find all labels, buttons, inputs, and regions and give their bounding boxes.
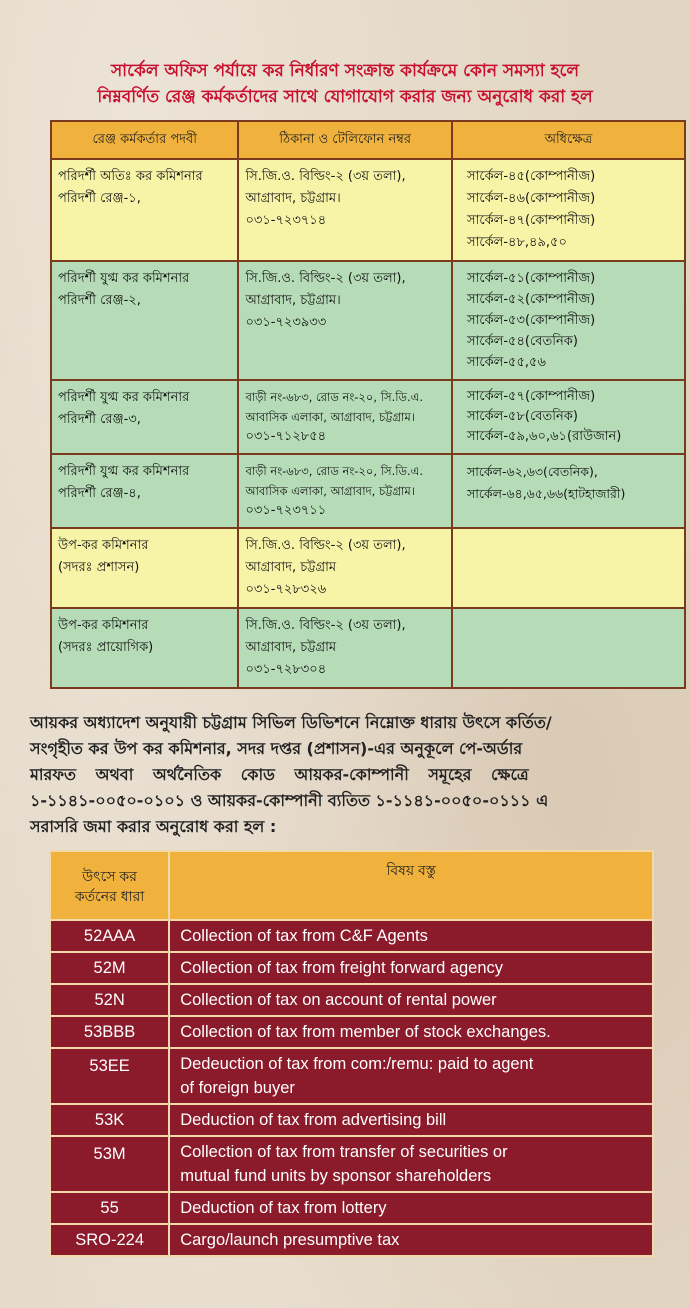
header-section-line: কর্তনের ধারা xyxy=(74,887,145,904)
jurisdiction-line: সার্কেল-৫২(কোম্পানীজ) xyxy=(467,292,596,307)
description-line: Deduction of tax from advertising bill xyxy=(180,1111,447,1129)
section-description xyxy=(169,984,653,1016)
address-line: আগ্রাবাদ, চট্টগ্রাম। xyxy=(245,293,341,308)
table-row xyxy=(50,952,653,984)
description-line: Cargo/launch presumptive tax xyxy=(180,1231,400,1249)
jurisdiction-cell xyxy=(452,159,685,261)
section-description xyxy=(169,1104,653,1136)
designation-line: (সদরঃ প্রশাসন) xyxy=(58,560,140,575)
header-designation: রেঞ্জ কর্মকর্তার পদবী xyxy=(51,121,238,159)
page-heading xyxy=(20,58,670,110)
description-line: Collection of tax on account of rental power xyxy=(180,991,497,1009)
jurisdiction-line: সার্কেল-৪৭(কোম্পানীজ) xyxy=(467,213,596,228)
jurisdiction-line: সার্কেল-৫৫,৫৬ xyxy=(467,355,546,370)
phone-number: ০৩১-৭২৩৯৩৩ xyxy=(245,315,327,330)
heading-line-1: সার্কেল অফিস পর্যায়ে কর নির্ধারণ সংক্রান্ত কার্যক্রমে কোন সমস্যা হলে xyxy=(110,61,580,81)
address-cell xyxy=(238,454,452,528)
section-description xyxy=(169,1136,653,1192)
table-row xyxy=(51,528,685,608)
designation-line: পরিদর্শী রেঞ্জ-৪, xyxy=(58,486,141,501)
header-section xyxy=(50,851,169,920)
sections-table-header xyxy=(50,851,653,920)
header-section-line: উৎসে কর xyxy=(82,867,137,884)
designation-cell xyxy=(51,608,238,688)
instruction-paragraph xyxy=(30,710,670,840)
address-line: সি.জি.ও. বিল্ডিং-২ (৩য় তলা), xyxy=(245,618,406,633)
header-address: ঠিকানা ও টেলিফোন নম্বর xyxy=(238,121,452,159)
jurisdiction-line: সার্কেল-৪৮,৪৯,৫০ xyxy=(467,235,567,250)
table-row xyxy=(51,608,685,688)
section-description xyxy=(169,1016,653,1048)
address-cell xyxy=(238,261,452,380)
designation-cell xyxy=(51,159,238,261)
section-code: 53K xyxy=(50,1104,169,1136)
section-description xyxy=(169,1224,653,1256)
address-line: সি.জি.ও. বিল্ডিং-২ (৩য় তলা), xyxy=(245,169,406,184)
table-row xyxy=(51,380,685,454)
range-officers-table xyxy=(50,120,686,689)
heading-line-2: নিম্নবর্ণিত রেঞ্জ কর্মকর্তাদের সাথে যোগাযোগ করার জন্য অনুরোধ করা হল xyxy=(97,87,593,107)
designation-line: পরিদর্শী অতিঃ কর কমিশনার xyxy=(58,169,203,184)
table-row xyxy=(51,159,685,261)
section-code: 53EE xyxy=(50,1048,169,1104)
section-code: 53M xyxy=(50,1136,169,1192)
header-subject: বিষয় বস্তু xyxy=(169,851,653,920)
designation-cell xyxy=(51,454,238,528)
section-code: 55 xyxy=(50,1192,169,1224)
section-code: 53BBB xyxy=(50,1016,169,1048)
designation-line: পরিদর্শী রেঞ্জ-২, xyxy=(58,293,141,308)
designation-cell xyxy=(51,261,238,380)
address-line: বাড়ী নং-৬৮৩, রোড নং-২০, সি.ডি.এ. xyxy=(245,464,424,478)
address-line: সি.জি.ও. বিল্ডিং-২ (৩য় তলা), xyxy=(245,271,406,286)
designation-line: পরিদর্শী যুগ্ম কর কমিশনার xyxy=(58,390,190,405)
address-cell xyxy=(238,528,452,608)
paragraph-line: আয়কর অধ্যাদেশ অনুযায়ী চট্টগ্রাম সিভিল ডিভিশনে নিম্নোক্ত ধারায় উৎসে কর্তিত/ xyxy=(30,713,552,732)
description-line: Collection of tax from transfer of securities or xyxy=(180,1143,508,1161)
jurisdiction-line: সার্কেল-৫৪(বেতনিক) xyxy=(467,334,578,349)
jurisdiction-cell xyxy=(452,261,685,380)
description-line: Collection of tax from member of stock exchanges. xyxy=(180,1023,551,1041)
table-row xyxy=(50,1192,653,1224)
description-line: Collection of tax from freight forward agency xyxy=(180,959,504,977)
tax-sections-table xyxy=(49,850,654,1257)
table-row xyxy=(51,261,685,380)
jurisdiction-cell xyxy=(452,454,685,528)
designation-line: উপ-কর কমিশনার xyxy=(58,618,149,633)
table-row xyxy=(51,454,685,528)
range-table-header xyxy=(51,121,685,159)
address-line: সি.জি.ও. বিল্ডিং-২ (৩য় তলা), xyxy=(245,538,406,553)
paragraph-line: সংগৃহীত কর উপ কর কমিশনার, সদর দপ্তর (প্রশাসন)-এর অনুকূলে পে-অর্ডার xyxy=(30,739,523,758)
phone-number: ০৩১-৭২৩৭১৪ xyxy=(245,213,327,228)
description-line: Deduction of tax from lottery xyxy=(180,1199,387,1217)
jurisdiction-line: সার্কেল-৫৮(বেতনিক) xyxy=(467,409,578,424)
table-row xyxy=(50,1016,653,1048)
section-code: 52M xyxy=(50,952,169,984)
table-row xyxy=(50,984,653,1016)
designation-line: (সদরঃ প্রায়োগিক) xyxy=(58,640,154,655)
address-line: আগ্রাবাদ, চট্টগ্রাম xyxy=(245,560,337,575)
designation-line: পরিদর্শী যুগ্ম কর কমিশনার xyxy=(58,271,190,286)
jurisdiction-line: সার্কেল-৬২,৬৩(বেতনিক), xyxy=(467,464,598,479)
header-jurisdiction: অধিক্ষেত্র xyxy=(452,121,685,159)
address-cell xyxy=(238,608,452,688)
description-line: Collection of tax from C&F Agents xyxy=(180,927,428,945)
section-code: SRO-224 xyxy=(50,1224,169,1256)
phone-number: ০৩১-৭২৮৩০৪ xyxy=(245,662,327,677)
designation-line: পরিদর্শী যুগ্ম কর কমিশনার xyxy=(58,464,190,479)
section-code: 52AAA xyxy=(50,920,169,952)
section-description xyxy=(169,920,653,952)
section-code: 52N xyxy=(50,984,169,1016)
section-description xyxy=(169,1048,653,1104)
jurisdiction-line: সার্কেল-৫৭(কোম্পানীজ) xyxy=(467,389,596,404)
address-line: আবাসিক এলাকা, আগ্রাবাদ, চট্টগ্রাম। xyxy=(245,484,415,498)
description-line: mutual fund units by sponsor shareholders xyxy=(180,1167,492,1185)
jurisdiction-cell xyxy=(452,608,685,688)
paragraph-line: ১-১১৪১-০০৫০-০১০১ ও আয়কর-কোম্পানী ব্যতিত ১-১১৪১-০০৫০-০১১১ এ xyxy=(30,791,549,810)
designation-cell xyxy=(51,380,238,454)
jurisdiction-line: সার্কেল-৫৯,৬০,৬১(রাউজান) xyxy=(467,429,622,444)
address-line: আগ্রাবাদ, চট্টগ্রাম। xyxy=(245,191,341,206)
address-line: আগ্রাবাদ, চট্টগ্রাম xyxy=(245,640,337,655)
description-line: of foreign buyer xyxy=(180,1079,295,1097)
table-row xyxy=(50,1136,653,1192)
address-cell xyxy=(238,380,452,454)
jurisdiction-line: সার্কেল-৪৫(কোম্পানীজ) xyxy=(467,169,596,184)
designation-line: পরিদর্শী রেঞ্জ-১, xyxy=(58,191,141,206)
paragraph-line: মারফত অথবা অর্থনৈতিক কোড আয়কর-কোম্পানী সমূহের ক্ষেত্রে xyxy=(30,765,529,784)
jurisdiction-line: সার্কেল-৫১(কোম্পানীজ) xyxy=(467,271,596,286)
jurisdiction-line: সার্কেল-৬৪,৬৫,৬৬(হাটহাজারী) xyxy=(467,486,626,501)
address-cell xyxy=(238,159,452,261)
table-row xyxy=(50,1224,653,1256)
section-description xyxy=(169,952,653,984)
address-line: বাড়ী নং-৬৮৩, রোড নং-২০, সি.ডি.এ. xyxy=(245,390,424,404)
description-line: Dedeuction of tax from com:/remu: paid to agent xyxy=(180,1055,534,1073)
section-description xyxy=(169,1192,653,1224)
jurisdiction-cell xyxy=(452,380,685,454)
table-row xyxy=(50,1104,653,1136)
table-row xyxy=(50,1048,653,1104)
paragraph-line: সরাসরি জমা করার অনুরোধ করা হল : xyxy=(30,817,277,836)
designation-cell xyxy=(51,528,238,608)
jurisdiction-cell xyxy=(452,528,685,608)
address-line: আবাসিক এলাকা, আগ্রাবাদ, চট্টগ্রাম। xyxy=(245,410,415,424)
phone-number: ০৩১-৭২৩৭১১ xyxy=(245,503,327,518)
table-row xyxy=(50,920,653,952)
jurisdiction-line: সার্কেল-৫৩(কোম্পানীজ) xyxy=(467,313,596,328)
phone-number: ০৩১-৭১২৮৫৪ xyxy=(245,429,327,444)
designation-line: উপ-কর কমিশনার xyxy=(58,538,149,553)
designation-line: পরিদর্শী রেঞ্জ-৩, xyxy=(58,412,141,427)
jurisdiction-line: সার্কেল-৪৬(কোম্পানীজ) xyxy=(467,191,596,206)
phone-number: ০৩১-৭২৮৩২৬ xyxy=(245,582,327,597)
